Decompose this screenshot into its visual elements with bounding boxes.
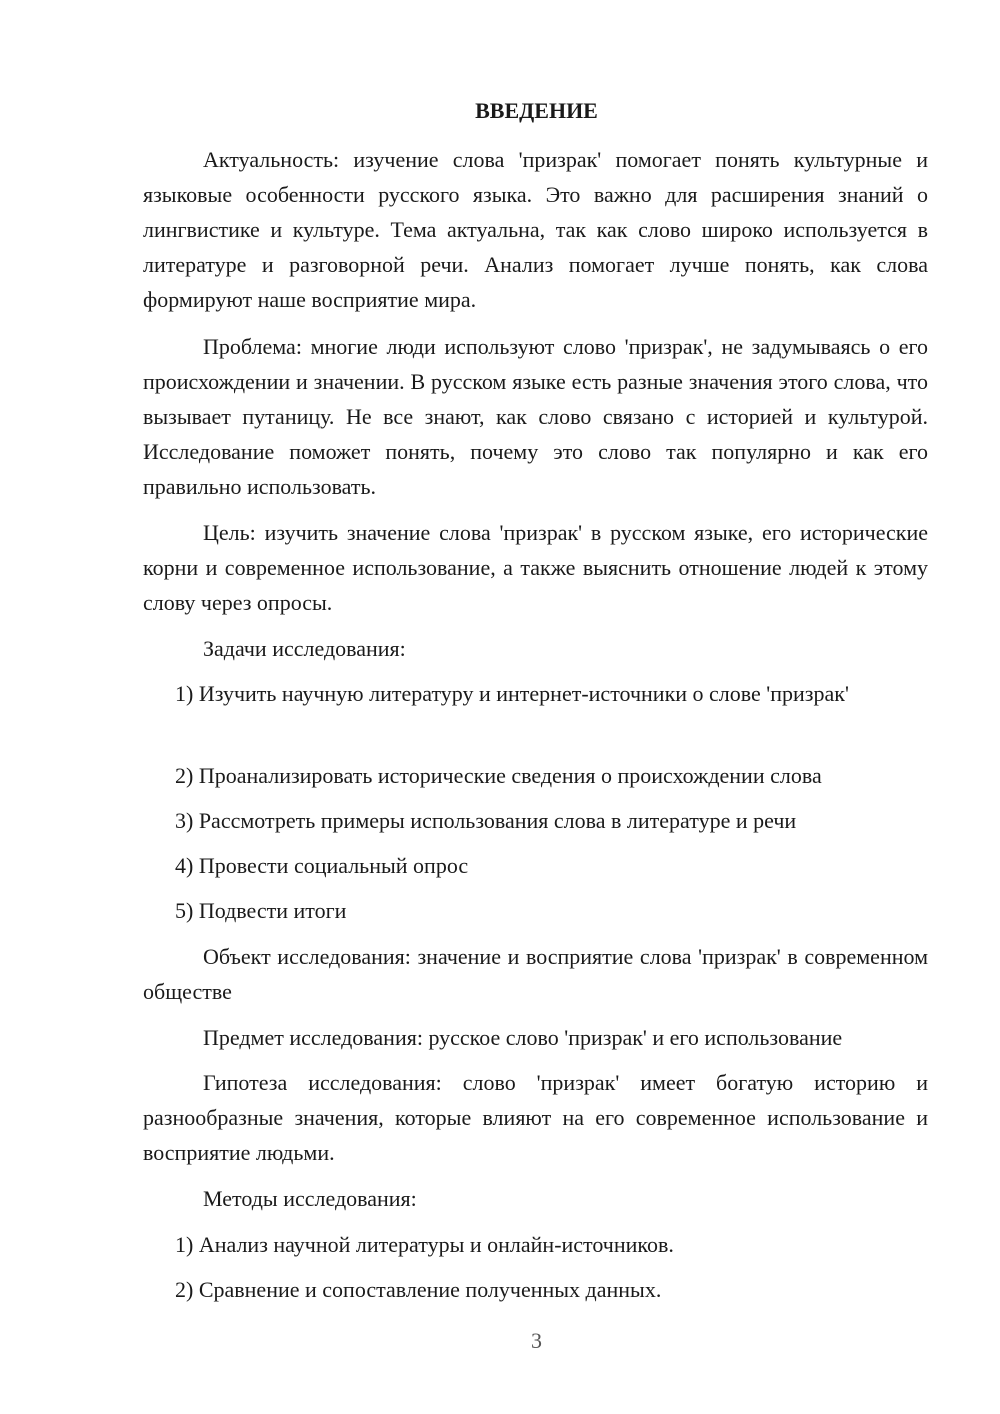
object-paragraph: Объект исследования: значение и восприятие слова 'призрак' в современном обществе — [143, 944, 928, 1004]
relevance-paragraph: Актуальность: изучение слова 'призрак' помогает понять культурные и языковые особенности русского языка. Это важно для расширения знаний о лингвистике и культуре. Тема актуальна, так как слово широко используется в литературе и разговорной речи. Анализ помогает лучше понять, как слова формируют наше восприятие мира. — [143, 147, 928, 312]
method-item-1: 1) Анализ научной литературы и онлайн-источников. — [175, 1232, 674, 1257]
task-item-2: 2) Проанализировать исторические сведения о происхождении слова — [175, 763, 822, 788]
methods-heading: Методы исследования: — [203, 1186, 417, 1211]
subject-paragraph: Предмет исследования: русское слово 'призрак' и его использование — [203, 1025, 843, 1050]
tasks-heading: Задачи исследования: — [203, 636, 406, 661]
task-item-5: 5) Подвести итоги — [175, 898, 347, 923]
problem-paragraph: Проблема: многие люди используют слово 'призрак', не задумываясь о его происхождении и значении. В русском языке есть разные значения этого слова, что вызывает путаницу. Не все знают, как слово связано с историей и культурой. Исследование поможет понять, почему это слово так популярно и как его правильно использовать. — [143, 334, 928, 499]
task-item-3: 3) Рассмотреть примеры использования слова в литературе и речи — [175, 808, 797, 833]
goal-paragraph: Цель: изучить значение слова 'призрак' в русском языке, его исторические корни и современное использование, а также выяснить отношение людей к этому слову через опросы. — [143, 520, 928, 615]
hypothesis-paragraph: Гипотеза исследования: слово 'призрак' имеет богатую историю и разнообразные значения, которые влияют на его современное использование и восприятие людьми. — [143, 1070, 928, 1165]
page-number: 3 — [531, 1328, 542, 1353]
task-item-4: 4) Провести социальный опрос — [175, 853, 469, 878]
section-title: ВВЕДЕНИЕ — [475, 98, 598, 123]
task-item-1: 1) Изучить научную литературу и интернет-источники о слове 'призрак' — [175, 681, 849, 706]
method-item-2: 2) Сравнение и сопоставление полученных данных. — [175, 1277, 662, 1302]
